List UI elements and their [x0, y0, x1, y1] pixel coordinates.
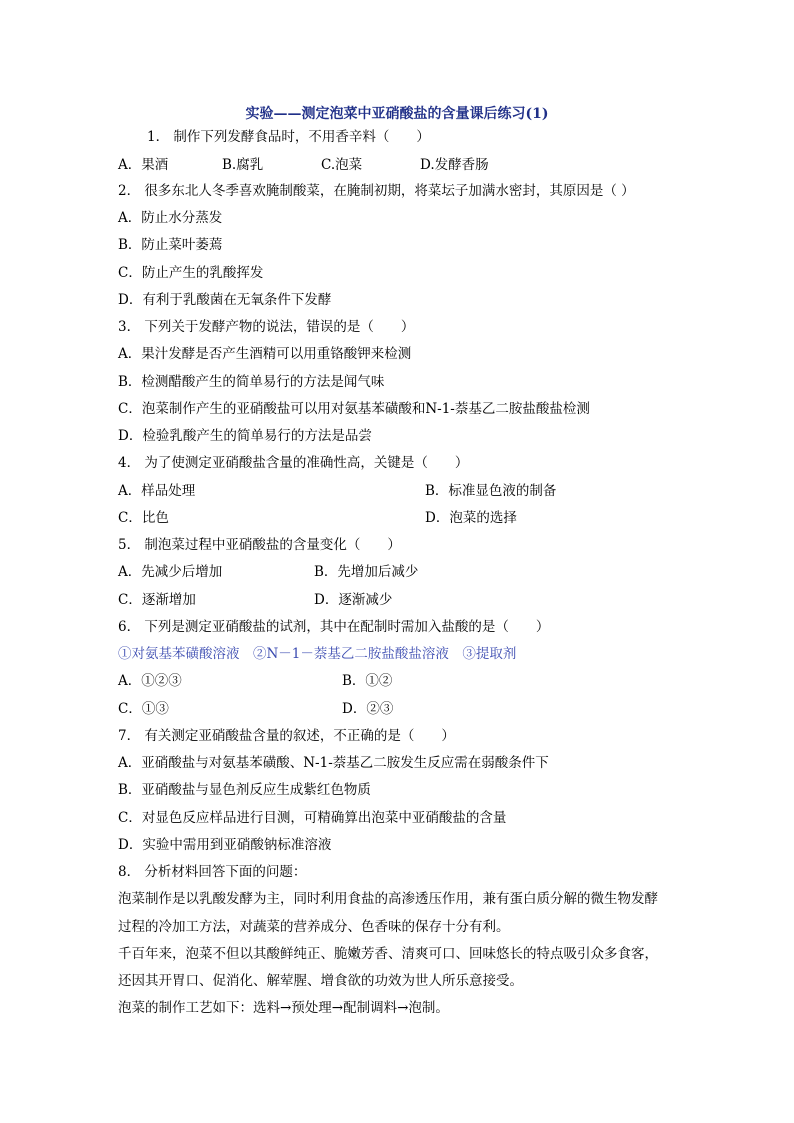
question-7-option-b: B．亚硝酸盐与显色剂反应生成紫红色物质 — [118, 782, 371, 798]
question-1-stem: 1． 制作下列发酵食品时，不用香辛料（ ） — [147, 129, 430, 145]
question-2-option-b: B．防止菜叶萎蔫 — [118, 237, 223, 253]
question-1-option-b: B.腐乳 — [222, 157, 264, 173]
question-3-option-c: C．泡菜制作产生的亚硝酸盐可以用对氨基苯磺酸和N-1-萘基乙二胺盐酸盐检测 — [118, 401, 590, 417]
question-3-option-a: A．果汁发酵是否产生酒精可以用重铬酸钾来检测 — [118, 346, 412, 362]
question-2-option-a: A．防止水分蒸发 — [118, 210, 223, 226]
question-3-stem: 3． 下列关于发酵产物的说法，错误的是（ ） — [118, 319, 415, 335]
question-2-option-c: C．防止产生的乳酸挥发 — [118, 265, 264, 281]
question-4-option-c: C．比色 — [118, 510, 169, 526]
question-5-option-c: C．逐渐增加 — [118, 592, 196, 608]
question-8-paragraph: 泡菜制作是以乳酸发酵为主，同时利用食盐的高渗透压作用，兼有蛋白质分解的微生物发酵 — [118, 891, 658, 907]
question-8-paragraph: 过程的冷加工方法，对蔬菜的营养成分、色香味的保存十分有利。 — [118, 919, 510, 935]
question-6-option-c: C．①③ — [118, 701, 169, 717]
question-1-option-a: A．果酒 — [118, 157, 169, 173]
question-5-option-d: D．逐渐减少 — [314, 592, 393, 608]
question-4-stem: 4． 为了使测定亚硝酸盐含量的准确性高，关键是（ ） — [118, 455, 469, 471]
question-7-option-d: D．实验中需用到亚硝酸钠标准溶液 — [118, 837, 332, 853]
question-3-option-b: B．检测醋酸产生的简单易行的方法是闻气味 — [118, 374, 385, 390]
question-2-stem: 2． 很多东北人冬季喜欢腌制酸菜，在腌制初期，将菜坛子加满水密封，其原因是（ ） — [118, 183, 635, 199]
question-8-paragraph: 千百年来，泡菜不但以其酸鲜纯正、脆嫩芳香、清爽可口、回味悠长的特点吸引众多食客， — [118, 946, 658, 962]
question-8-paragraph: 还因其开胃口、促消化、解荤腥、增食欲的功效为世人所乐意接受。 — [118, 973, 523, 989]
question-4-option-d: D．泡菜的选择 — [425, 510, 517, 526]
page-title: 实验——测定泡菜中亚硝酸盐的含量课后练习(1) — [245, 106, 549, 122]
question-4-option-a: A．样品处理 — [118, 483, 196, 499]
question-8-paragraph: 泡菜的制作工艺如下：选料→预处理→配制调料→泡制。 — [118, 1000, 449, 1016]
question-3-option-d: D．检验乳酸产生的简单易行的方法是品尝 — [118, 428, 372, 444]
question-6-option-a: A．①②③ — [118, 673, 182, 689]
question-7-option-c: C．对显色反应样品进行目测，可精确算出泡菜中亚硝酸盐的含量 — [118, 810, 507, 826]
question-6-option-b: B．①② — [342, 673, 393, 689]
question-6-option-d: D．②③ — [342, 701, 394, 717]
question-1-option-d: D.发酵香肠 — [420, 157, 489, 173]
question-6-stem: 6． 下列是测定亚硝酸盐的试剂，其中在配制时需加入盐酸的是（ ） — [118, 619, 550, 635]
question-6-reagents: ①对氨基苯磺酸溶液 ②N－1－萘基乙二胺盐酸盐溶液 ③提取剂 — [118, 646, 517, 662]
question-2-option-d: D．有利于乳酸菌在无氧条件下发酵 — [118, 292, 332, 308]
question-7-stem: 7． 有关测定亚硝酸盐含量的叙述，不正确的是（ ） — [118, 728, 455, 744]
question-5-option-b: B．先增加后减少 — [314, 564, 419, 580]
question-5-option-a: A．先减少后增加 — [118, 564, 223, 580]
question-1-option-c: C.泡菜 — [321, 157, 363, 173]
question-7-option-a: A．亚硝酸盐与对氨基苯磺酸、N-1-萘基乙二胺发生反应需在弱酸条件下 — [118, 755, 549, 771]
question-4-option-b: B．标准显色液的制备 — [425, 483, 557, 499]
question-8-stem: 8． 分析材料回答下面的问题： — [118, 864, 307, 880]
question-5-stem: 5． 制泡菜过程中亚硝酸盐的含量变化（ ） — [118, 537, 401, 553]
